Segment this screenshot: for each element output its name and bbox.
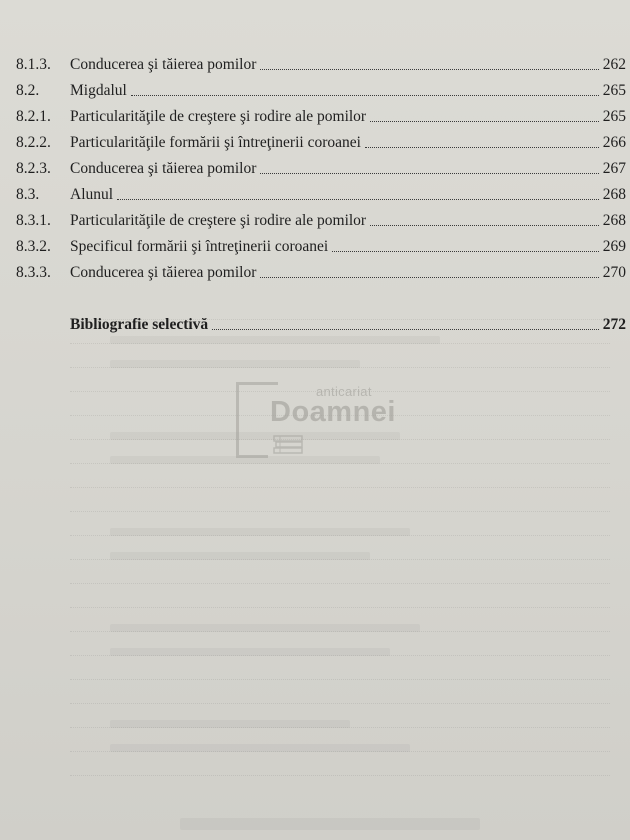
toc-entry-page: 266	[602, 134, 626, 151]
leader-dots	[131, 95, 599, 96]
toc-entry-title: Alunul	[70, 186, 114, 203]
toc-entry	[16, 52, 626, 74]
toc-entry-number: 8.3.	[16, 186, 40, 203]
toc-entry-number: 8.3.1.	[16, 212, 51, 229]
toc-entry-number: 8.3.2.	[16, 238, 51, 255]
toc-entry	[16, 208, 626, 230]
leader-dots	[260, 277, 598, 278]
toc-entry-title: Conducerea şi tăierea pomilor	[70, 56, 257, 73]
toc-entry-number: 8.1.3.	[16, 56, 51, 73]
toc-entry-page: 270	[602, 264, 626, 281]
leader-dots	[117, 199, 599, 200]
toc-entry-title: Particularităţile de creştere şi rodire ale pomilor	[70, 212, 367, 229]
toc-entry-page: 269	[602, 238, 626, 255]
toc-entry-page: 268	[602, 212, 626, 229]
watermark-frame	[236, 382, 268, 458]
toc-entry-number: 8.3.3.	[16, 264, 51, 281]
toc-entry-title: Bibliografie selectivă	[70, 316, 209, 333]
toc-entry-title: Particularităţile de creştere şi rodire ale pomilor	[70, 108, 367, 125]
toc-entry-page: 265	[602, 82, 626, 99]
books-icon	[272, 434, 306, 456]
toc-entry-page: 262	[602, 56, 626, 73]
anticariat-watermark	[236, 382, 396, 460]
toc-entry-title: Specificul formării şi întreţinerii coroanei	[70, 238, 329, 255]
toc-entry	[16, 78, 626, 100]
leader-dots	[212, 329, 599, 330]
toc-entry	[16, 234, 626, 256]
toc-entry	[16, 104, 626, 126]
leader-dots	[260, 173, 598, 174]
watermark-small-text: anticariat	[316, 384, 372, 399]
toc-entry-title: Particularităţile formării şi întreţinerii coroanei	[70, 134, 361, 151]
toc-entry-number: 8.2.3.	[16, 160, 51, 177]
toc-entry-title: Migdalul	[70, 82, 127, 99]
toc-entry-title: Conducerea şi tăierea pomilor	[70, 264, 257, 281]
toc-entry-number: 8.2.2.	[16, 134, 51, 151]
toc-entry-page: 267	[602, 160, 626, 177]
toc-entry	[16, 130, 626, 152]
toc-entry-page: 268	[602, 186, 626, 203]
toc-entry-title: Conducerea şi tăierea pomilor	[70, 160, 257, 177]
leader-dots	[332, 251, 599, 252]
toc-entry	[16, 260, 626, 282]
leader-dots	[370, 225, 599, 226]
leader-dots	[260, 69, 598, 70]
toc-entry-page: 272	[602, 316, 626, 333]
toc-entry-bibliography	[16, 312, 626, 334]
leader-dots	[365, 147, 599, 148]
toc-entry-number: 8.2.1.	[16, 108, 51, 125]
toc-entry	[16, 182, 626, 204]
toc-entry	[16, 156, 626, 178]
watermark-brand-text: Doamnei	[270, 396, 396, 428]
toc-entry-page: 265	[602, 108, 626, 125]
leader-dots	[370, 121, 599, 122]
toc-entry-number: 8.2.	[16, 82, 40, 99]
